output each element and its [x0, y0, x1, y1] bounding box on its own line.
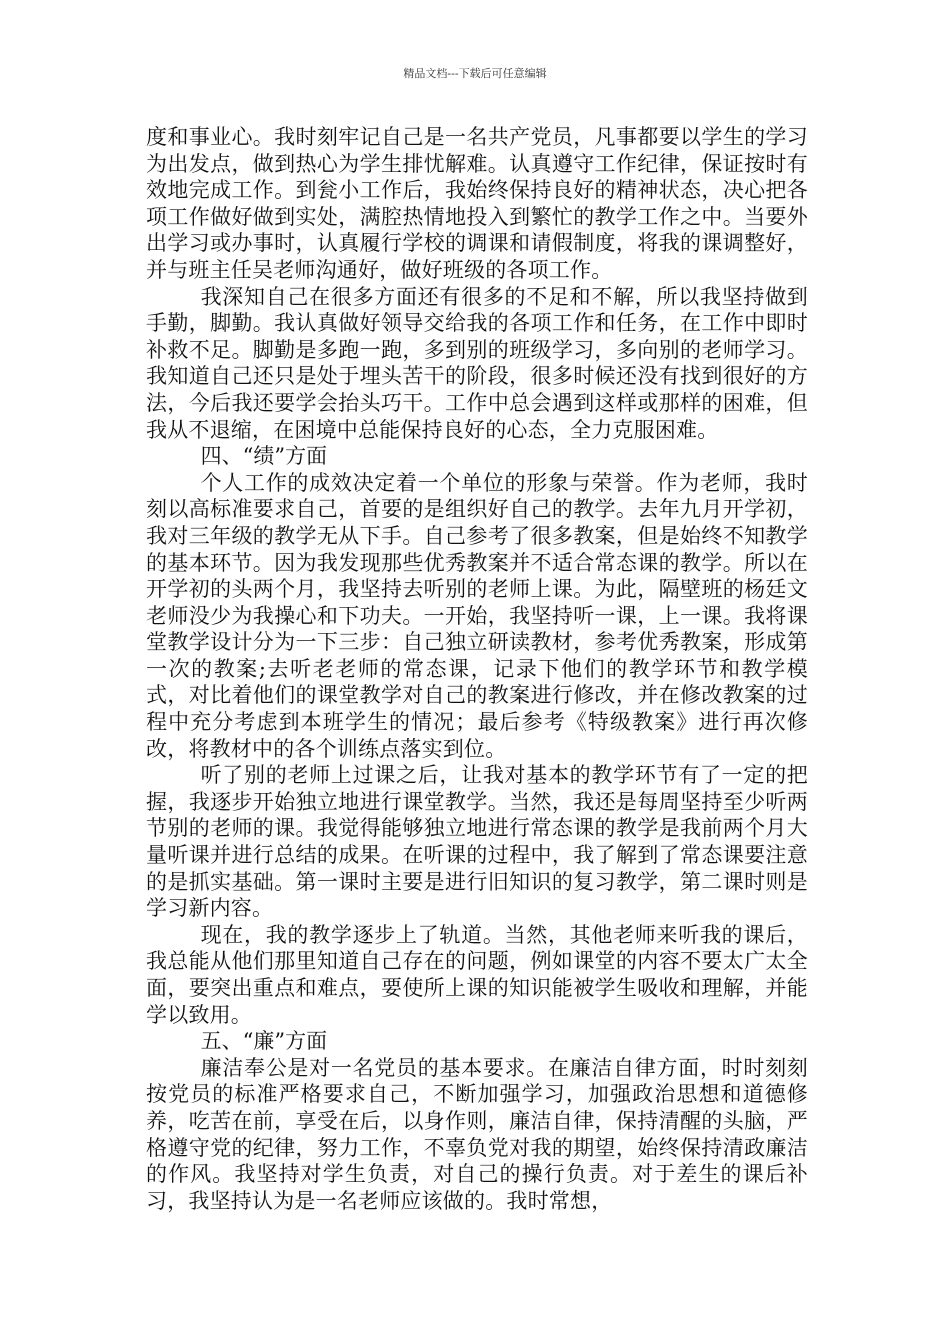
paragraph-teaching-effort: 个人工作的成效决定着一个单位的形象与荣誉。作为老师，我时刻以高标准要求自己，首要的是组织好自己的教学。去年九月开学初，我对三年级的教学无从下手。自己参考了很多教案，但是始终不知教学的基本环节。因为我发现那些优秀教案并不适合常态课的教学。所以在开学初的头两个月，我坚持去听别的老师上课。为此，隔壁班的杨廷文老师没少为我操心和下功夫。一开始，我坚持听一课，上一课。我将课堂教学设计分为一下三步：自己独立研读教材，参考优秀教案，形成第一次的教案;去听老老师的常态课，记录下他们的教学环节和教学模式，对比着他们的课堂教学对自己的教案进行修改，并在修改教案的过程中充分考虑到本班学生的情况；最后参考《特级教案》进行再次修改，将教材中的各个训练点落实到位。: [146, 470, 808, 761]
paragraph-integrity: 廉洁奉公是对一名党员的基本要求。在廉洁自律方面，时时刻刻按党员的标准严格要求自己，不断加强学习，加强政治思想和道德修养，吃苦在前，享受在后，以身作则，廉洁自律，保持清醒的头脑，严格遵守党的纪律，努力工作，不辜负党对我的期望，始终保持清政廉洁的作风。我坚持对学生负责，对自己的操行负责。对于差生的课后补习，我坚持认为是一名老师应该做的。我时常想，: [146, 1055, 808, 1213]
section-heading-integrity: 五、“廉”方面: [200, 1029, 328, 1054]
paragraph-observation: 听了别的老师上过课之后，让我对基本的教学环节有了一定的把握，我逐步开始独立地进行课堂教学。当然，我还是每周坚持至少听两节别的老师的课。我觉得能够独立地进行常态课的教学是我前两个月大量听课并进行总结的成果。在听课的过程中，我了解到了常态课要注意的是抓实基础。第一课时主要是进行旧知识的复习教学，第二课时则是学习新内容。: [146, 763, 808, 921]
paragraph-continuation: 度和事业心。我时刻牢记自己是一名共产党员，凡事都要以学生的学习为出发点，做到热心为学生排忧解难。认真遵守工作纪律，保证按时有效地完成工作。到瓮小工作后，我始终保持良好的精神状态，决心把各项工作做好做到实处，满腔热情地投入到繁忙的教学工作之中。当要外出学习或办事时，认真履行学校的调课和请假制度，将我的课调整好，并与班主任吴老师沟通好，做好班级的各项工作。: [146, 125, 808, 282]
document-body: [146, 124, 808, 1214]
page-header: 精品文档---下载后可任意编辑: [403, 67, 547, 80]
section-heading-achievement: 四、“绩”方面: [200, 444, 328, 469]
paragraph-diligence: 我深知自己在很多方面还有很多的不足和不解，所以我坚持做到手勤，脚勤。我认真做好领导交给我的各项工作和任务，在工作中即时补救不足。脚勤是多跑一跑，多到别的班级学习，多向别的老师学习。我知道自己还只是处于埋头苦干的阶段，很多时候还没有找到很好的方法，今后我还要学会抬头巧干。工作中总会遇到这样或那样的困难，但我从不退缩，在困境中总能保持良好的心态，全力克服困难。: [146, 284, 808, 442]
paragraph-progress: 现在，我的教学逐步上了轨道。当然，其他老师来听我的课后，我总能从他们那里知道自己存在的问题，例如课堂的内容不要太广太全面，要突出重点和难点，要使所上课的知识能被学生吸收和理解，并能学以致用。: [146, 922, 808, 1027]
